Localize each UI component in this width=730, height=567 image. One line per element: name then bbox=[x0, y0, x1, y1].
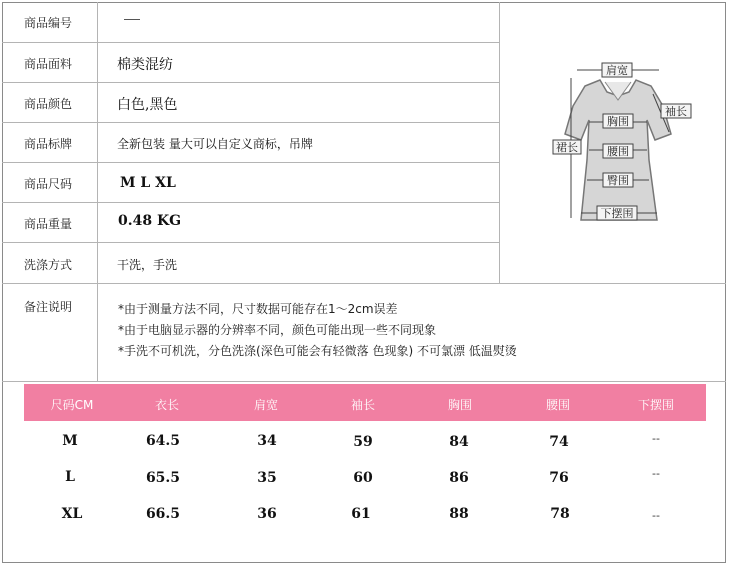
size-cell: 34 bbox=[257, 433, 277, 449]
size-cell: 35 bbox=[257, 470, 277, 486]
size-cell: 36 bbox=[257, 506, 277, 522]
label-remarks: 备注说明 bbox=[24, 300, 73, 314]
row-divider bbox=[2, 82, 499, 83]
size-cell: 66.5 bbox=[145, 506, 181, 522]
size-cell: -- bbox=[652, 509, 660, 522]
row-divider bbox=[2, 162, 499, 163]
note-line: *手洗不可机洗，分色洗涤(深色可能会有轻微落 色现象) 不可氯漂 低温熨烫 bbox=[118, 344, 517, 358]
size-cell: -- bbox=[652, 432, 660, 445]
size-header-cell: 腰围 bbox=[545, 398, 571, 412]
size-cell: 88 bbox=[449, 506, 469, 522]
value-washing: 干洗，手洗 bbox=[117, 258, 178, 272]
size-cell: M bbox=[62, 433, 78, 449]
diagram-label: 袖长 bbox=[665, 105, 687, 118]
size-cell: 60 bbox=[353, 470, 373, 486]
size-cell: 84 bbox=[449, 434, 469, 450]
label-brand: 商品标牌 bbox=[24, 137, 73, 151]
size-cell: L bbox=[65, 469, 75, 485]
diagram-label: 腰围 bbox=[607, 145, 629, 158]
label-product-code: 商品编号 bbox=[24, 16, 73, 30]
size-cell: -- bbox=[652, 467, 660, 480]
label-weight: 商品重量 bbox=[24, 217, 73, 231]
size-header-cell: 胸围 bbox=[447, 398, 473, 412]
size-cell: 74 bbox=[549, 434, 569, 450]
label-fabric: 商品面料 bbox=[24, 57, 73, 71]
size-cell: 65.5 bbox=[145, 470, 181, 486]
size-cell: 59 bbox=[353, 434, 373, 450]
size-cell: 78 bbox=[550, 506, 570, 522]
value-weight: 0.48 KG bbox=[118, 213, 182, 229]
size-header-cell: 衣长 bbox=[154, 398, 180, 412]
remarks-notes bbox=[118, 299, 517, 362]
spec-table-right-border bbox=[499, 2, 500, 284]
row-divider bbox=[2, 381, 726, 382]
row-divider bbox=[2, 242, 499, 243]
row-divider bbox=[2, 283, 726, 284]
size-cell: 61 bbox=[351, 506, 371, 522]
row-divider bbox=[2, 202, 499, 203]
value-brand: 全新包装 量大可以自定义商标，吊牌 bbox=[117, 137, 313, 151]
value-fabric: 棉类混纺 bbox=[117, 57, 173, 73]
size-header-cell: 肩宽 bbox=[253, 398, 279, 412]
diagram-label: 臀围 bbox=[607, 174, 629, 187]
size-cell: 76 bbox=[549, 470, 569, 486]
value-color: 白色,黑色 bbox=[117, 97, 178, 113]
garment-measurement-diagram bbox=[545, 60, 695, 230]
spec-table-divider bbox=[97, 2, 98, 381]
value-size: M L XL bbox=[120, 175, 176, 191]
row-divider bbox=[2, 122, 499, 123]
label-color: 商品颜色 bbox=[24, 97, 73, 111]
diagram-label: 肩宽 bbox=[606, 64, 628, 77]
row-divider bbox=[2, 42, 499, 43]
size-header-cell: 袖长 bbox=[350, 398, 376, 412]
note-line: *由于测量方法不同，尺寸数据可能存在1～2cm误差 bbox=[118, 302, 398, 316]
note-line: *由于电脑显示器的分辨率不同，颜色可能出现一些不同现象 bbox=[118, 323, 437, 337]
label-size: 商品尺码 bbox=[24, 177, 73, 191]
size-cell: 64.5 bbox=[145, 433, 181, 449]
size-header-cell: 尺码CM bbox=[50, 398, 94, 412]
size-cell: 86 bbox=[449, 470, 469, 486]
diagram-label: 胸围 bbox=[607, 115, 629, 128]
diagram-label: 下摆围 bbox=[600, 207, 634, 220]
diagram-label: 裙长 bbox=[556, 141, 578, 154]
label-washing: 洗涤方式 bbox=[24, 258, 73, 272]
size-cell: XL bbox=[61, 506, 83, 522]
dress-outline-icon bbox=[545, 60, 695, 230]
product-code-dash bbox=[124, 19, 140, 20]
size-header-cell: 下摆围 bbox=[637, 398, 675, 412]
